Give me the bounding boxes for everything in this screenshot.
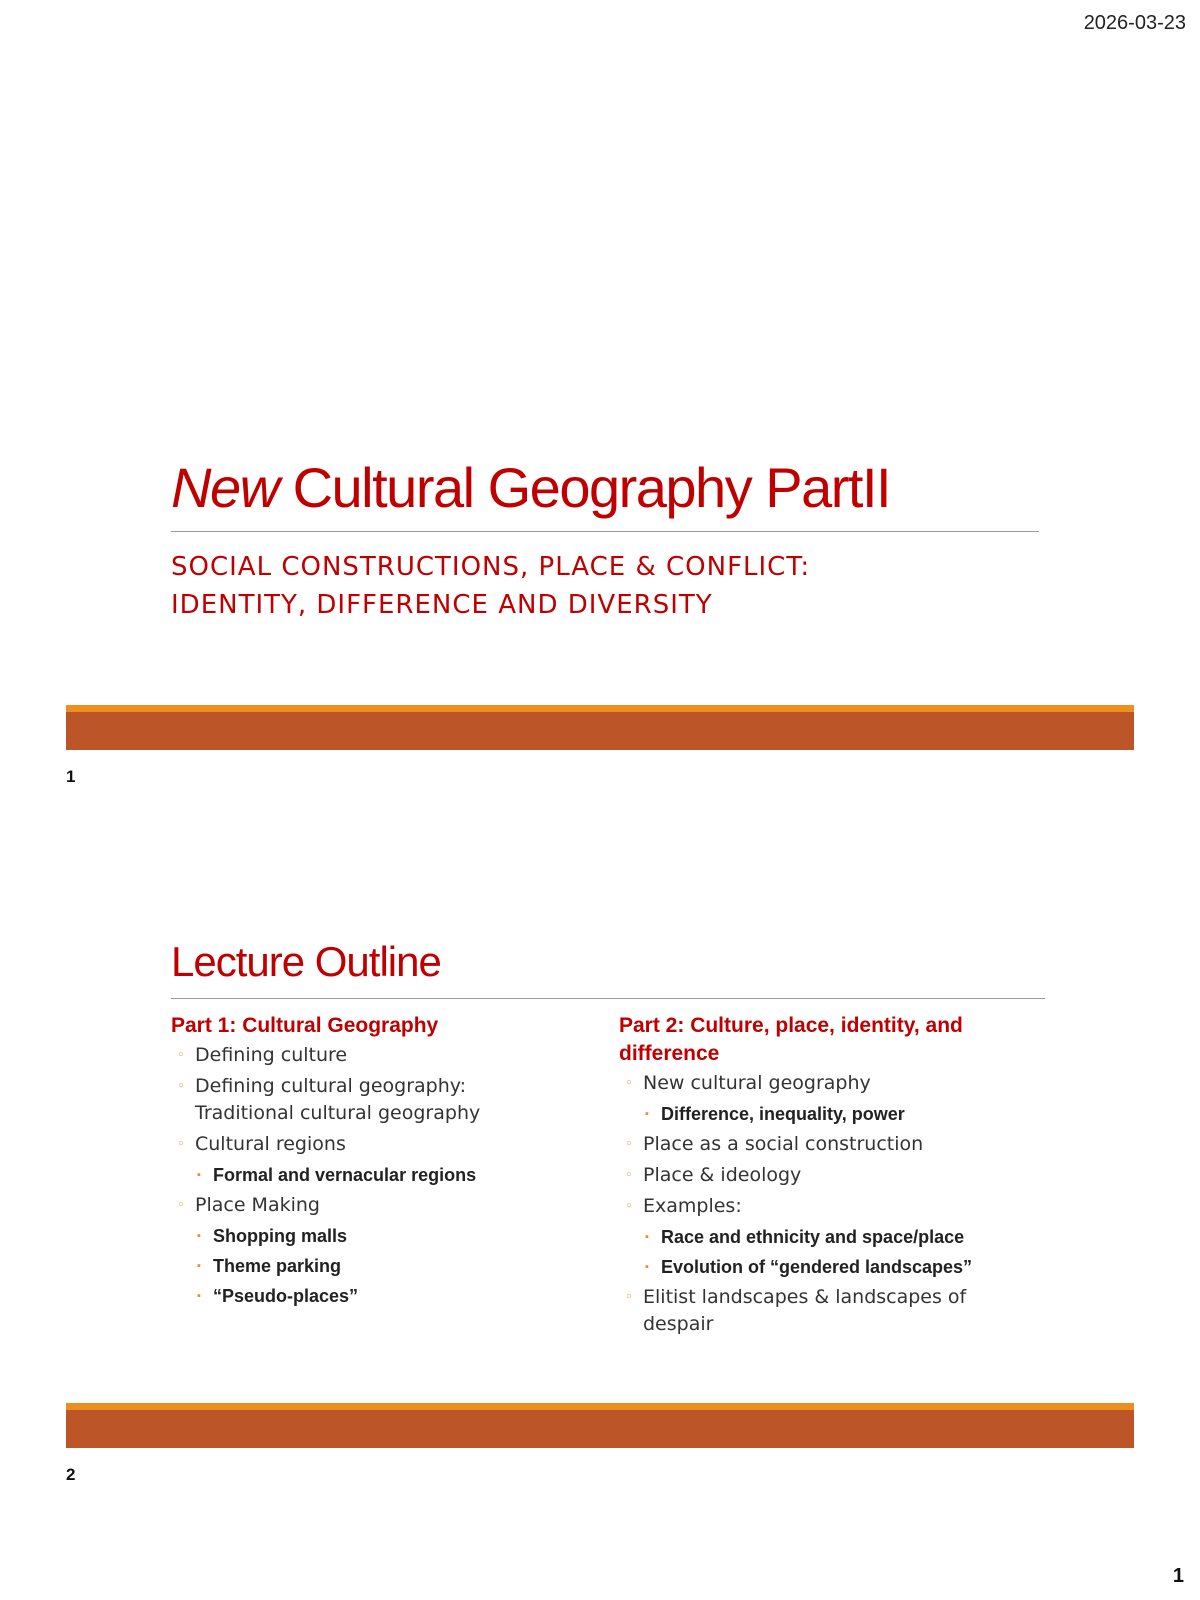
- bullet-icon: ◦: [625, 1137, 633, 1152]
- bullet-icon: ◦: [177, 1079, 185, 1094]
- slide-1-title-italic: New: [171, 456, 279, 519]
- slide-1-title-rule: [171, 531, 1039, 532]
- slide-1-footer-band: [66, 712, 1134, 750]
- outline-column-2-heading: Part 2: Culture, place, identity, and difference: [619, 1014, 963, 1065]
- page-number: 1: [1172, 1565, 1184, 1587]
- outline-column-1: [171, 1012, 571, 1313]
- outline-item: ◦ Defining culture: [171, 1042, 571, 1069]
- slide-1-footer-band-accent: [66, 705, 1134, 712]
- slide-2-footer-band: [66, 1410, 1134, 1448]
- slide-1-subtitle-line-2: IDENTITY, DIFFERENCE AND DIVERSITY: [171, 590, 713, 620]
- square-bullet-icon: ▪: [645, 1231, 649, 1243]
- slide-1-number: 1: [66, 767, 76, 786]
- square-bullet-icon: ▪: [197, 1230, 201, 1242]
- outline-subitem: ▪ Formal and vernacular regions: [171, 1162, 571, 1189]
- outline-subitem: ▪ Shopping malls: [171, 1223, 571, 1250]
- bullet-icon: ◦: [625, 1290, 633, 1305]
- outline-column-2: [619, 1012, 1039, 1342]
- slide-1-title: [171, 455, 890, 520]
- print-date: 2026-03-23: [1083, 12, 1186, 34]
- outline-item: ◦ Defining cultural geography: Traditional cultural geography: [177, 1075, 481, 1124]
- slide-1-subtitle: [171, 548, 810, 624]
- outline-subitem: ▪ Race and ethnicity and space/place: [619, 1224, 1039, 1251]
- outline-subitem: ▪ Evolution of “gendered landscapes”: [619, 1254, 1039, 1281]
- slide-2-title: Lecture Outline: [171, 938, 441, 985]
- outline-item: ◦ New cultural geography: [619, 1070, 1039, 1097]
- bullet-icon: ◦: [625, 1168, 633, 1183]
- slide-2-number: 2: [66, 1465, 76, 1484]
- bullet-icon: ◦: [625, 1199, 633, 1214]
- slide-2-footer-band-accent: [66, 1403, 1134, 1410]
- square-bullet-icon: ▪: [645, 1261, 649, 1273]
- outline-subitem: ▪ “Pseudo-places”: [171, 1283, 571, 1310]
- outline-item: ◦ Place & ideology: [619, 1162, 1039, 1189]
- square-bullet-icon: ▪: [197, 1260, 201, 1272]
- bullet-icon: ◦: [177, 1048, 185, 1063]
- bullet-icon: ◦: [177, 1198, 185, 1213]
- slide-2-title-rule: [171, 998, 1045, 999]
- outline-item: ◦ Place as a social construction: [619, 1131, 1039, 1158]
- outline-subitem: ▪ Difference, inequality, power: [619, 1101, 1039, 1128]
- outline-item: ◦ Elitist landscapes & landscapes of despair: [625, 1286, 967, 1335]
- slide-1-subtitle-line-1: SOCIAL CONSTRUCTIONS, PLACE & CONFLICT:: [171, 552, 811, 582]
- slide-1-title-rest: Cultural Geography PartII: [278, 456, 891, 519]
- square-bullet-icon: ▪: [197, 1290, 201, 1302]
- bullet-icon: ◦: [625, 1076, 633, 1091]
- outline-column-1-heading: Part 1: Cultural Geography: [171, 1014, 439, 1037]
- outline-item: ◦ Place Making: [171, 1192, 571, 1219]
- bullet-icon: ◦: [177, 1137, 185, 1152]
- square-bullet-icon: ▪: [197, 1169, 201, 1181]
- square-bullet-icon: ▪: [645, 1108, 649, 1120]
- outline-subitem: ▪ Theme parking: [171, 1253, 571, 1280]
- outline-item: ◦ Cultural regions: [171, 1131, 571, 1158]
- outline-item: ◦ Examples:: [619, 1193, 1039, 1220]
